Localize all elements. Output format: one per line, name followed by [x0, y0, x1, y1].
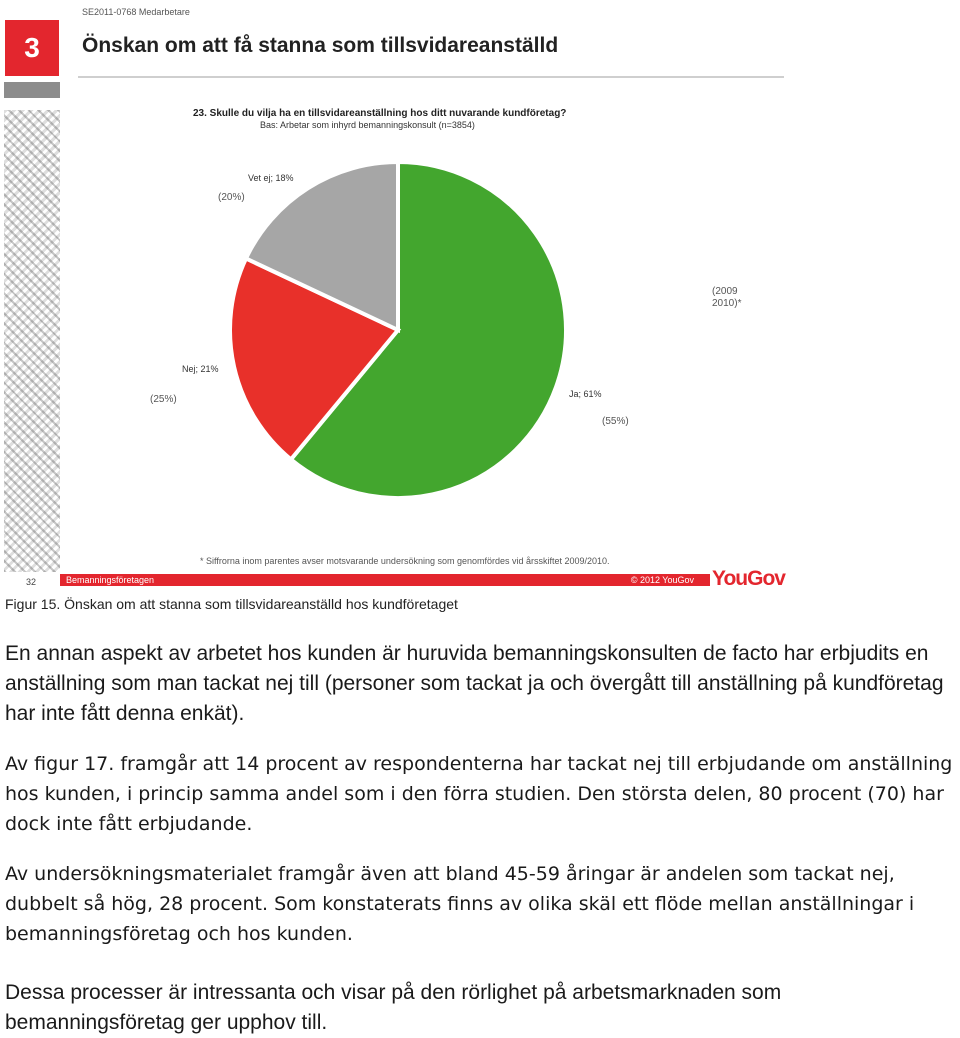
footer-organisation: Bemanningsföretagen: [66, 575, 155, 585]
paragraph-3: Av undersökningsmaterialet framgår även att bland 45-59 åringar är andelen som tackat nej, dubbelt så hög, 28 procent. Som konstaterats finns av olika skäl ett flöde mellan anställningar i bemanningsföretag och hos kunden.: [5, 863, 915, 945]
paragraph-4: Dessa processer är intressanta och visar på den rörlighet på arbetsmarknaden som bemanningsföretag ger upphov till.: [5, 981, 782, 1034]
figure-slide: [0, 0, 790, 592]
footer-copyright: © 2012 YouGov: [630, 575, 694, 585]
slice-previous-vet-ej: (20%): [218, 192, 245, 203]
section-number-badge: 3: [5, 20, 59, 76]
logo-text: YouGov: [712, 567, 785, 590]
slide-footer-bar: [60, 574, 710, 586]
chart-title: 23. Skulle du vilja ha en tillsvidareanställning hos ditt nuvarande kundföretag?: [193, 108, 567, 119]
slice-label-ja: Ja; 61%: [569, 389, 602, 399]
slice-previous-ja: (55%): [602, 416, 629, 427]
document-code: SE2011-0768 Medarbetare: [82, 7, 190, 17]
slice-label-vet-ej: Vet ej; 18%: [248, 173, 294, 183]
year-annotation-line-1: (2009: [712, 286, 738, 297]
yougov-logo: [712, 567, 785, 591]
paragraph-2: Av figur 17. framgår att 14 procent av respondenterna har tackat nej till erbjudande om anställning hos kunden, i princip samma andel som i den förra studien. Den största delen, 80 procent (70) har dock inte fått erbjudande.: [5, 753, 953, 835]
slide-page-number: 32: [26, 577, 37, 587]
slide-title: Önskan om att få stanna som tillsvidareanställd: [82, 34, 559, 57]
slice-label-nej: Nej; 21%: [182, 364, 219, 374]
pie-chart: [0, 0, 790, 592]
figure-caption: Figur 15. Önskan om att stanna som tillsvidareanställd hos kundföretaget: [5, 596, 458, 612]
year-annotation: [712, 286, 742, 309]
slice-previous-nej: (25%): [150, 394, 177, 405]
pie-slices: [230, 162, 566, 498]
chart-subtitle: Bas: Arbetar som inhyrd bemanningskonsult (n=3854): [260, 120, 475, 130]
paragraph-1: En annan aspekt av arbetet hos kunden är huruvida bemanningskonsulten de facto har erbjudits en anställning som man tackat nej till (personer som tackat ja och övergått till anställning på kundföretag har inte fått denna enkät).: [5, 642, 944, 725]
chart-footnote: * Siffrorna inom parentes avser motsvarande undersökning som genomfördes vid årsskiftet 2009/2010.: [200, 556, 610, 566]
year-annotation-line-2: 2010)*: [712, 298, 742, 309]
